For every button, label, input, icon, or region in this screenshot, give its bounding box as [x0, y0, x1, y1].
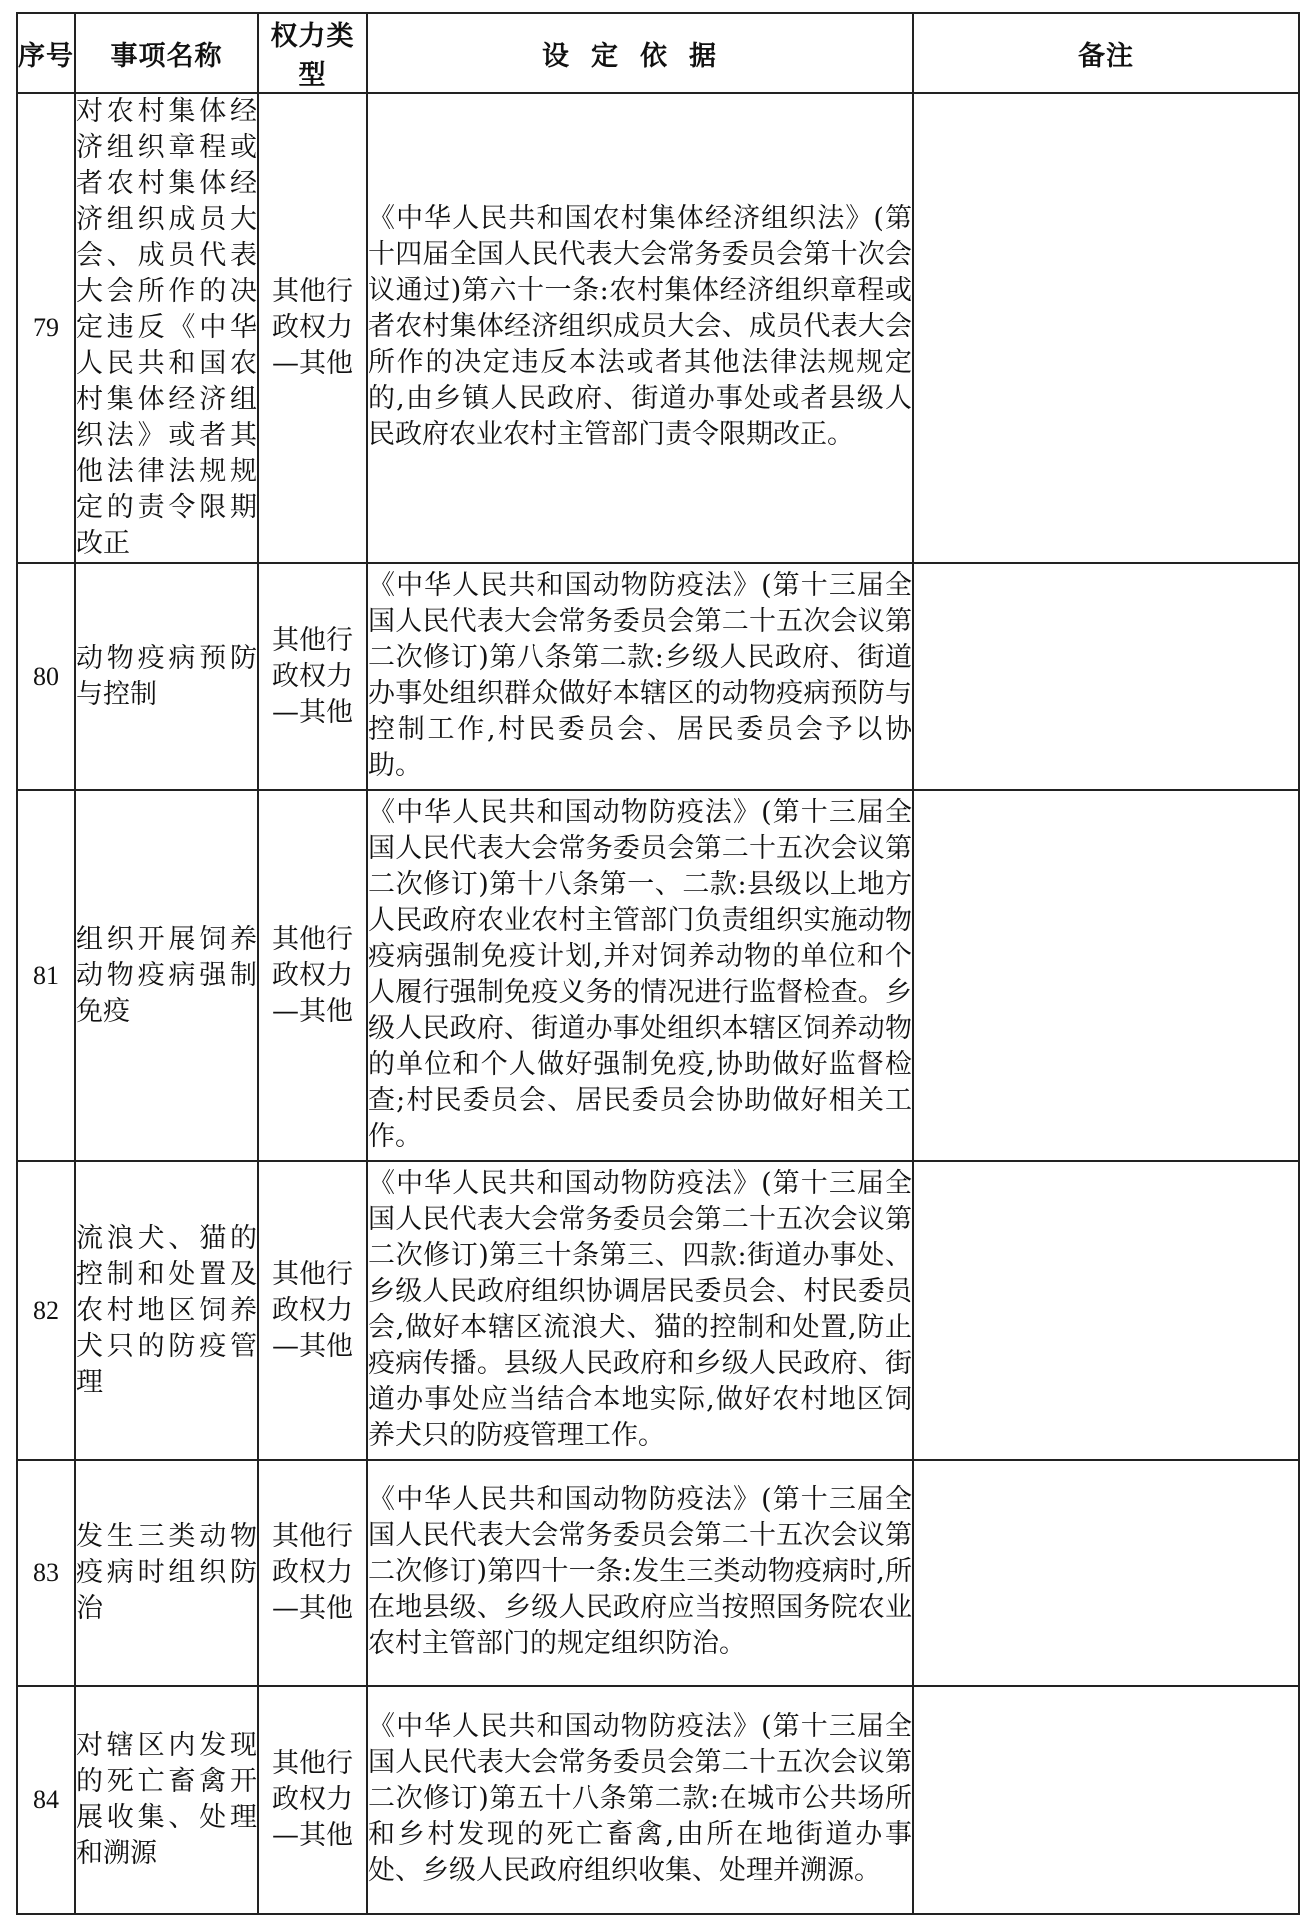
document-page [16, 12, 1298, 1915]
item-name: 对辖区内发现的死亡畜禽开展收集、处理和溯源 [75, 1686, 258, 1914]
row-number: 82 [17, 1161, 75, 1460]
header-note: 备注 [913, 13, 1299, 93]
row-number: 83 [17, 1460, 75, 1686]
power-type: 其他行政权力—其他 [258, 1686, 367, 1914]
item-name: 动物疫病预防与控制 [75, 563, 258, 790]
remarks [913, 1686, 1299, 1914]
authority-table [16, 12, 1300, 1915]
header-no: 序号 [17, 13, 75, 93]
legal-basis [367, 1161, 913, 1460]
legal-basis [367, 563, 913, 790]
power-type: 其他行政权力—其他 [258, 790, 367, 1161]
table-header-row [17, 13, 1299, 93]
item-name: 流浪犬、猫的控制和处置及农村地区饲养犬只的防疫管理 [75, 1161, 258, 1460]
power-type: 其他行政权力—其他 [258, 563, 367, 790]
table-row [17, 563, 1299, 790]
legal-basis [367, 1686, 913, 1914]
remarks [913, 1460, 1299, 1686]
table-row [17, 1460, 1299, 1686]
power-type: 其他行政权力—其他 [258, 1161, 367, 1460]
table-row [17, 1686, 1299, 1914]
legal-basis [367, 1460, 913, 1686]
legal-basis-text: 《中华人民共和国动物防疫法》(第十三届全国人民代表大会常务委员会第二十五次会议第二次修订)第八条第二款:乡级人民政府、街道办事处组织群众做好本辖区的动物疫病预防与控制工作,村民委员会、居民委员会予以协助。 [368, 569, 912, 781]
power-type: 其他行政权力—其他 [258, 1460, 367, 1686]
legal-basis-text: 《中华人民共和国动物防疫法》(第十三届全国人民代表大会常务委员会第二十五次会议第二次修订)第四十一条:发生三类动物疫病时,所在地县级、乡级人民政府应当按照国务院农业农村主管部门的规定组织防治。 [368, 1484, 912, 1659]
row-number: 79 [17, 93, 75, 563]
row-number: 84 [17, 1686, 75, 1914]
legal-basis [367, 790, 913, 1161]
legal-basis-text: 《中华人民共和国动物防疫法》(第十三届全国人民代表大会常务委员会第二十五次会议第二次修订)第五十八条第二款:在城市公共场所和乡村发现的死亡畜禽,由所在地街道办事处、乡级人民政府组织收集、处理并溯源。 [368, 1711, 912, 1886]
item-name: 发生三类动物疫病时组织防治 [75, 1460, 258, 1686]
legal-basis-text: 《中华人民共和国动物防疫法》(第十三届全国人民代表大会常务委员会第二十五次会议第二次修订)第三十条第三、四款:街道办事处、乡级人民政府组织协调居民委员会、村民委员会,做好本辖区流浪犬、猫的控制和处置,防止疫病传播。县级人民政府和乡级人民政府、街道办事处应当结合本地实际,做好农村地区饲养犬只的防疫管理工作。 [368, 1167, 912, 1451]
header-type: 权力类型 [258, 13, 367, 93]
header-name: 事项名称 [75, 13, 258, 93]
item-name: 对农村集体经济组织章程或者农村集体经济组织成员大会、成员代表大会所作的决定违反《中华人民共和国农村集体经济组织法》或者其他法律法规规定的责令限期改正 [75, 93, 258, 563]
remarks [913, 1161, 1299, 1460]
row-number: 80 [17, 563, 75, 790]
table-row [17, 790, 1299, 1161]
power-type: 其他行政权力—其他 [258, 93, 367, 563]
row-number: 81 [17, 790, 75, 1161]
remarks [913, 93, 1299, 563]
table-row [17, 1161, 1299, 1460]
item-name: 组织开展饲养动物疫病强制免疫 [75, 790, 258, 1161]
remarks [913, 563, 1299, 790]
remarks [913, 790, 1299, 1161]
header-basis: 设定依据 [367, 13, 913, 93]
table-row [17, 93, 1299, 563]
legal-basis-text: 《中华人民共和国农村集体经济组织法》(第十四届全国人民代表大会常务委员会第十次会议通过)第六十一条:农村集体经济组织章程或者农村集体经济组织成员大会、成员代表大会所作的决定违反本法或者其他法律法规规定的,由乡镇人民政府、街道办事处或者县级人民政府农业农村主管部门责令限期改正。 [368, 203, 912, 450]
legal-basis [367, 93, 913, 563]
legal-basis-text: 《中华人民共和国动物防疫法》(第十三届全国人民代表大会常务委员会第二十五次会议第二次修订)第十八条第一、二款:县级以上地方人民政府农业农村主管部门负责组织实施动物疫病强制免疫计划,并对饲养动物的单位和个人履行强制免疫义务的情况进行监督检查。乡级人民政府、街道办事处组织本辖区饲养动物的单位和个人做好强制免疫,协助做好监督检查;村民委员会、居民委员会协助做好相关工作。 [368, 796, 912, 1152]
